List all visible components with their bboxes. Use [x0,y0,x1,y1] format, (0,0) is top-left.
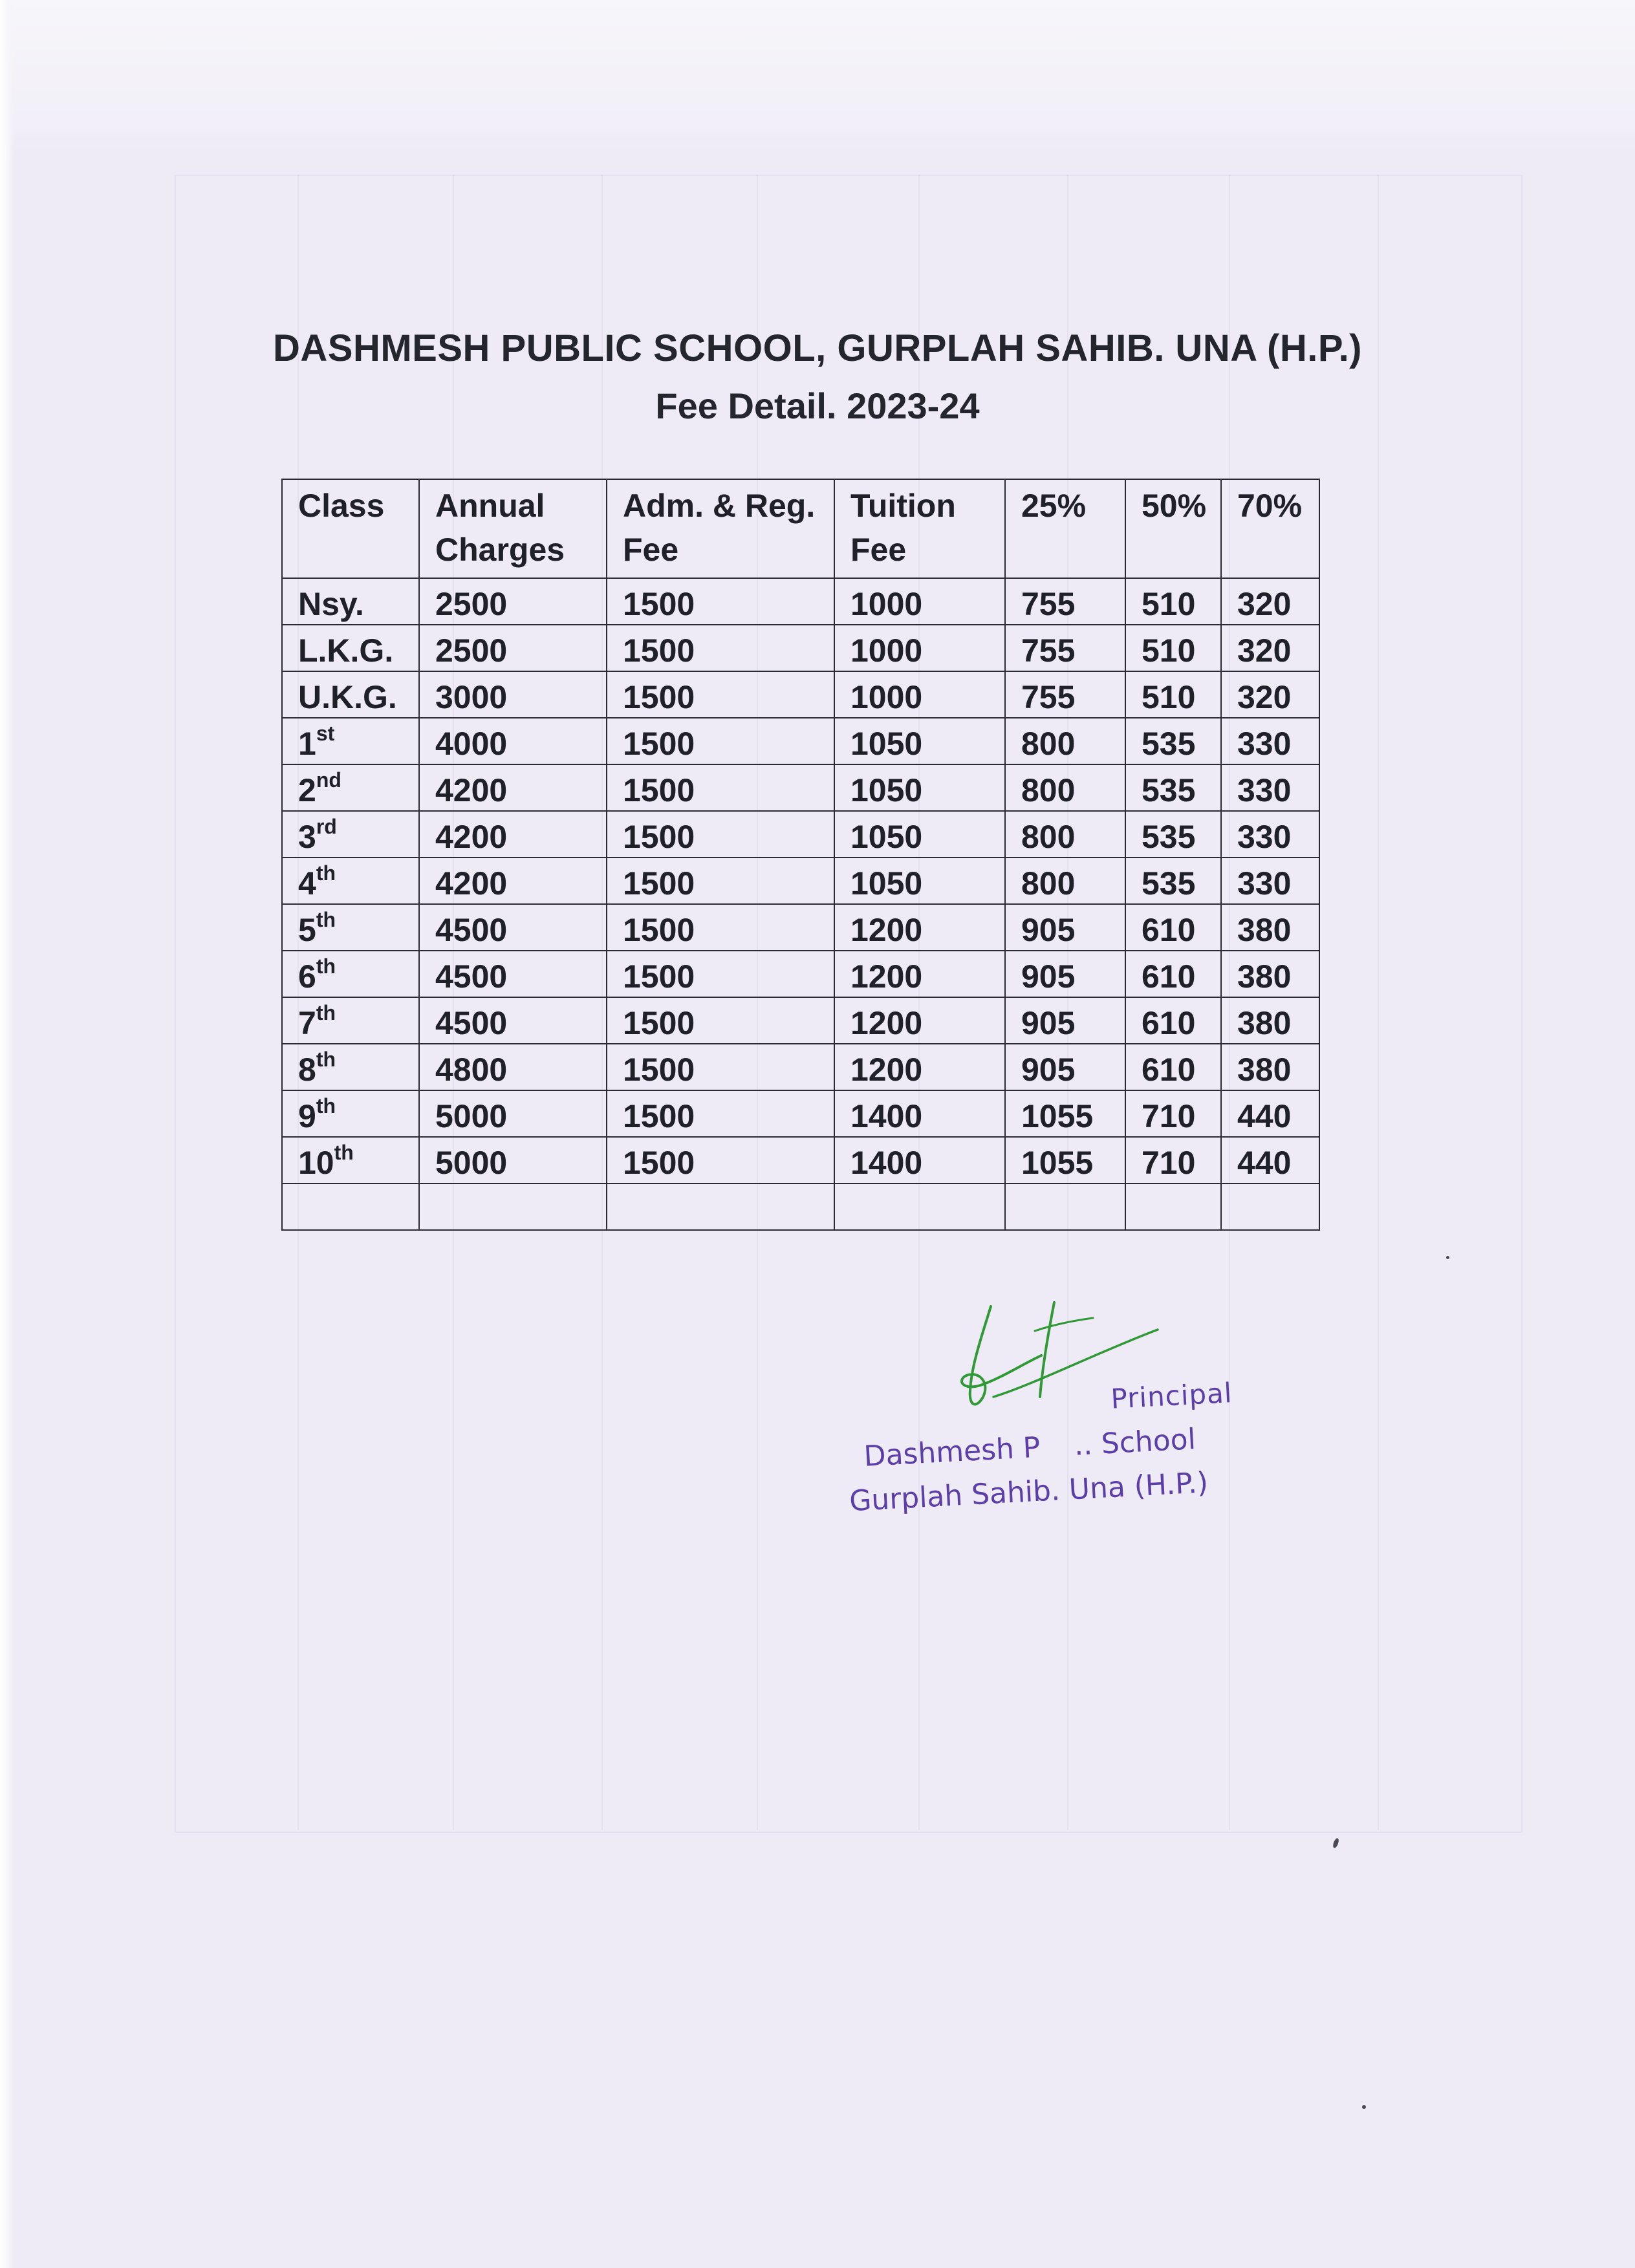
fee-cell-annual: 4500 [419,904,607,951]
ordinal-suffix: th [316,955,336,978]
class-cell [282,997,419,1044]
fee-cell-tuition: 1200 [834,1044,1005,1090]
fee-cell-p25: 800 [1005,764,1125,811]
fee-cell-adm: 1500 [607,764,834,811]
column-header: Class [282,479,419,578]
fee-cell-p50: 535 [1125,811,1221,858]
fee-cell-p70: 320 [1221,578,1319,625]
fee-cell-adm: 1500 [607,997,834,1044]
paper-speck [1446,1256,1449,1259]
fee-cell-tuition: 1050 [834,718,1005,764]
class-cell [282,1044,419,1090]
fee-cell-p70: 440 [1221,1137,1319,1183]
fee-cell-tuition: 1400 [834,1090,1005,1137]
fee-cell-p25: 755 [1005,578,1125,625]
table-row [282,1044,1319,1090]
fee-cell-annual: 2500 [419,578,607,625]
fee-cell-p25: 1055 [1005,1090,1125,1137]
empty-cell [1221,1183,1319,1230]
ordinal-suffix: th [316,1001,336,1024]
table-header-row [282,479,1319,578]
table-row [282,671,1319,718]
fee-cell-adm: 1500 [607,625,834,671]
ordinal-suffix: th [316,1048,336,1071]
ordinal-suffix: th [334,1141,354,1164]
table-row [282,997,1319,1044]
column-header: Tuition Fee [834,479,1005,578]
fee-cell-annual: 2500 [419,625,607,671]
fee-cell-p70: 380 [1221,997,1319,1044]
fee-cell-p25: 755 [1005,625,1125,671]
fee-cell-adm: 1500 [607,811,834,858]
empty-cell [1125,1183,1221,1230]
fee-cell-p50: 535 [1125,718,1221,764]
fee-cell-adm: 1500 [607,1137,834,1183]
ordinal-suffix: nd [316,768,341,792]
fee-cell-tuition: 1000 [834,671,1005,718]
ordinal-suffix: st [316,722,335,745]
table-row [282,811,1319,858]
stamp-role: Principal [1110,1376,1233,1415]
fee-cell-adm: 1500 [607,904,834,951]
fee-cell-p70: 330 [1221,718,1319,764]
empty-cell [419,1183,607,1230]
fee-cell-p70: 320 [1221,625,1319,671]
school-title: DASHMESH PUBLIC SCHOOL, GURPLAH SAHIB. UNA (H.P.) [272,327,1362,369]
empty-cell [1005,1183,1125,1230]
class-cell [282,858,419,904]
stamp-address: Gurplah Sahib. Una (H.P.) [848,1466,1209,1518]
fee-cell-p25: 800 [1005,811,1125,858]
class-cell [282,764,419,811]
fee-cell-p70: 440 [1221,1090,1319,1137]
principal-stamp [843,1367,1252,1543]
fee-cell-p50: 510 [1125,578,1221,625]
fee-cell-adm: 1500 [607,951,834,997]
fee-cell-adm: 1500 [607,858,834,904]
table-row [282,578,1319,625]
fee-cell-adm: 1500 [607,1044,834,1090]
class-cell [282,578,419,625]
fee-cell-p50: 710 [1125,1137,1221,1183]
fee-cell-annual: 5000 [419,1090,607,1137]
fee-cell-tuition: 1050 [834,811,1005,858]
class-cell [282,625,419,671]
fee-cell-p25: 905 [1005,997,1125,1044]
class-label: 6 [298,958,316,995]
table-row [282,764,1319,811]
column-header: Annual Charges [419,479,607,578]
table-row [282,1090,1319,1137]
fee-cell-annual: 4200 [419,764,607,811]
table-row [282,625,1319,671]
fee-cell-p70: 330 [1221,764,1319,811]
fee-cell-adm: 1500 [607,1090,834,1137]
fee-cell-tuition: 1400 [834,1137,1005,1183]
class-label: 4 [298,865,316,902]
column-header: 70% [1221,479,1319,578]
fee-cell-p70: 380 [1221,904,1319,951]
table-row [282,904,1319,951]
column-header: Adm. & Reg. Fee [607,479,834,578]
table-row [282,718,1319,764]
class-cell [282,951,419,997]
fee-cell-p50: 510 [1125,625,1221,671]
fee-cell-tuition: 1200 [834,904,1005,951]
table-row [282,1137,1319,1183]
class-cell [282,811,419,858]
table-row [282,858,1319,904]
fee-cell-p70: 320 [1221,671,1319,718]
class-label: L.K.G. [298,632,394,669]
class-cell [282,904,419,951]
class-cell [282,718,419,764]
table-row [282,951,1319,997]
fee-cell-annual: 4000 [419,718,607,764]
fee-cell-p50: 710 [1125,1090,1221,1137]
fee-cell-p70: 330 [1221,811,1319,858]
class-cell [282,671,419,718]
fee-cell-annual: 4200 [419,858,607,904]
class-label: 7 [298,1005,316,1041]
fee-cell-tuition: 1200 [834,997,1005,1044]
fee-cell-annual: 4500 [419,951,607,997]
empty-cell [834,1183,1005,1230]
fee-cell-adm: 1500 [607,718,834,764]
fee-cell-annual: 3000 [419,671,607,718]
class-label: 2 [298,772,316,808]
class-cell [282,1137,419,1183]
class-label: Nsy. [298,586,364,622]
fee-cell-p50: 610 [1125,951,1221,997]
ordinal-suffix: th [316,1094,336,1118]
column-header: 25% [1005,479,1125,578]
stamp-school-name: Dashmesh P .. School [863,1423,1197,1473]
fee-cell-p50: 610 [1125,904,1221,951]
class-cell [282,1090,419,1137]
fee-cell-annual: 4500 [419,997,607,1044]
empty-cell [607,1183,834,1230]
ordinal-suffix: th [316,908,336,931]
fee-cell-p25: 755 [1005,671,1125,718]
scan-top-margin [0,0,1635,162]
fee-detail-subtitle: Fee Detail. 2023-24 [655,385,980,426]
fee-cell-p25: 800 [1005,718,1125,764]
paper-speck [1362,2105,1366,2109]
fee-cell-adm: 1500 [607,671,834,718]
fee-cell-tuition: 1000 [834,625,1005,671]
fee-cell-tuition: 1000 [834,578,1005,625]
class-label: 10 [298,1145,334,1181]
class-label: 1 [298,726,316,762]
fee-cell-p50: 535 [1125,858,1221,904]
fee-cell-p70: 330 [1221,858,1319,904]
fee-cell-p25: 800 [1005,858,1125,904]
fee-cell-p25: 905 [1005,904,1125,951]
fee-cell-p70: 380 [1221,1044,1319,1090]
fee-cell-p50: 535 [1125,764,1221,811]
column-header: 50% [1125,479,1221,578]
fee-cell-tuition: 1200 [834,951,1005,997]
ordinal-suffix: rd [316,815,337,838]
empty-cell [282,1183,419,1230]
fee-cell-p70: 380 [1221,951,1319,997]
fee-cell-p25: 1055 [1005,1137,1125,1183]
fee-cell-p50: 510 [1125,671,1221,718]
fee-cell-annual: 4800 [419,1044,607,1090]
fee-cell-adm: 1500 [607,578,834,625]
class-label: 9 [298,1098,316,1134]
class-label: U.K.G. [298,679,397,715]
paper-speck [1332,1837,1339,1848]
fee-cell-annual: 5000 [419,1137,607,1183]
fee-table [281,479,1320,1231]
fee-cell-p50: 610 [1125,1044,1221,1090]
class-label: 5 [298,912,316,948]
class-label: 3 [298,819,316,855]
fee-cell-tuition: 1050 [834,858,1005,904]
fee-cell-p25: 905 [1005,1044,1125,1090]
fee-cell-p25: 905 [1005,951,1125,997]
fee-cell-annual: 4200 [419,811,607,858]
fee-cell-p50: 610 [1125,997,1221,1044]
empty-table-row [282,1183,1319,1230]
fee-cell-tuition: 1050 [834,764,1005,811]
ordinal-suffix: th [316,861,336,885]
class-label: 8 [298,1052,316,1088]
